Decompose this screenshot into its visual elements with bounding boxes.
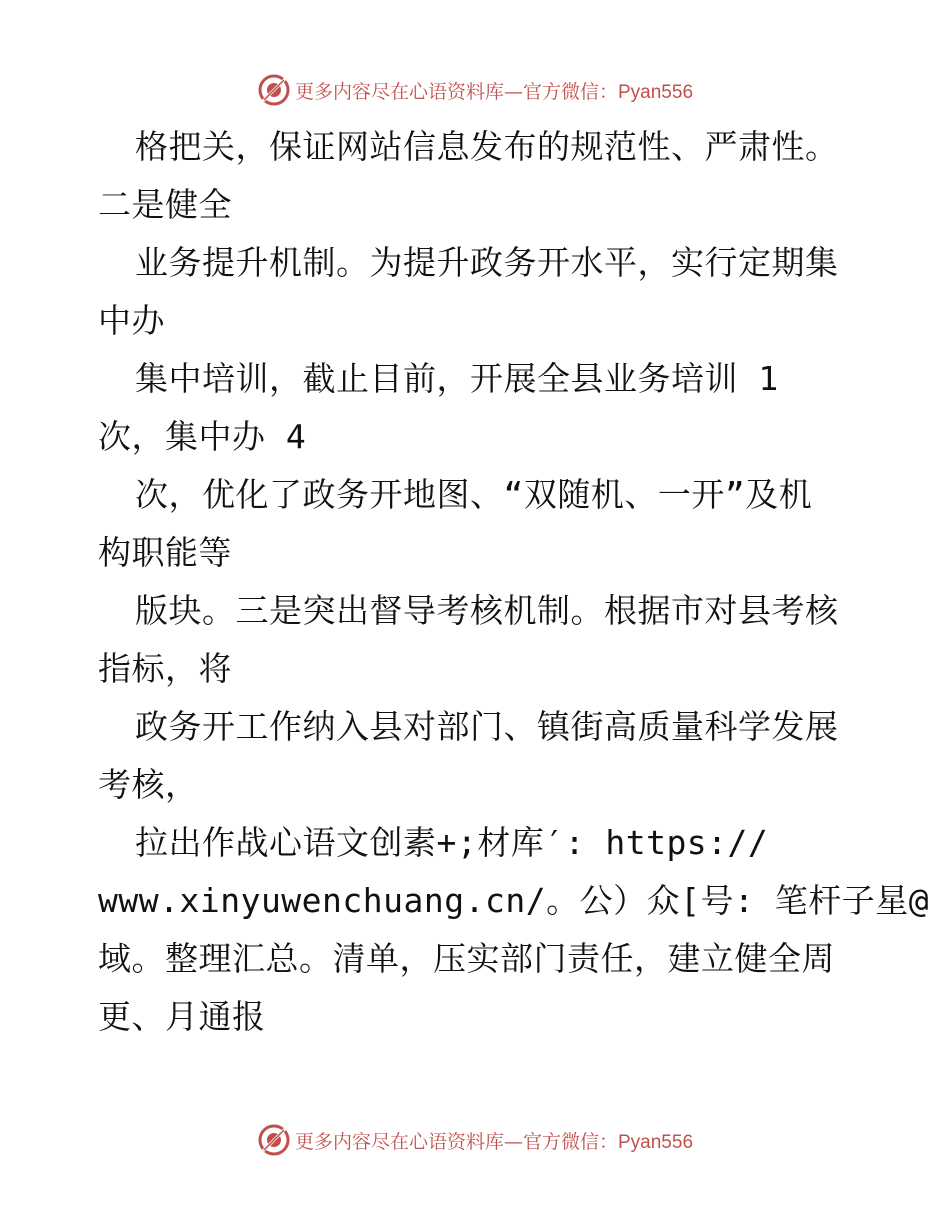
footer-wechat-label: 官方微信： bbox=[522, 1130, 618, 1153]
document-body bbox=[98, 118, 930, 1046]
body-line-12: 考核， bbox=[98, 765, 199, 804]
body-line-7: 次，优化了政务开地图、“双随机、一开”及机 bbox=[135, 475, 813, 514]
body-line-6: 次，集中办 4 bbox=[98, 417, 307, 456]
header-wechat-id: Pyan556 bbox=[618, 81, 694, 103]
body-line-13: 拉出作战心语文创素+;材库′: https:// bbox=[135, 823, 769, 862]
header-text bbox=[295, 77, 693, 104]
body-line-10: 指标，将 bbox=[98, 649, 232, 688]
body-line-15: 域。整理汇总。清单，压实部门责任，建立健全周 bbox=[98, 939, 835, 978]
footer-separator: — bbox=[503, 1130, 523, 1153]
header-wechat-label: 官方微信： bbox=[522, 80, 618, 103]
footer-text bbox=[295, 1127, 693, 1154]
footer-brand: 更多内容尽在心语资料库 bbox=[294, 1130, 504, 1153]
brand-logo-icon bbox=[257, 73, 291, 107]
body-line-5: 集中培训，截止目前，开展全县业务培训 1 bbox=[135, 359, 779, 398]
footer-banner bbox=[0, 1120, 950, 1160]
brand-logo-icon bbox=[257, 1123, 291, 1157]
body-line-2: 二是健全 bbox=[98, 185, 232, 224]
header-separator: — bbox=[503, 80, 523, 103]
body-line-11: 政务开工作纳入县对部门、镇街高质量科学发展 bbox=[135, 707, 839, 746]
header-brand: 更多内容尽在心语资料库 bbox=[294, 80, 504, 103]
body-line-16: 更、月通报 bbox=[98, 997, 266, 1036]
body-line-4: 中办 bbox=[98, 301, 165, 340]
header-banner bbox=[0, 70, 950, 110]
body-line-3: 业务提升机制。为提升政务开水平，实行定期集 bbox=[135, 243, 839, 282]
body-line-14: www.xinyuwenchuang.cn/。公）众[号: 笔杆子星@ bbox=[98, 881, 930, 920]
body-line-9: 版块。三是突出督导考核机制。根据市对县考核 bbox=[135, 591, 839, 630]
body-line-1: 格把关，保证网站信息发布的规范性、严肃性。 bbox=[135, 127, 839, 166]
footer-wechat-id: Pyan556 bbox=[618, 1131, 694, 1153]
body-line-8: 构职能等 bbox=[98, 533, 232, 572]
